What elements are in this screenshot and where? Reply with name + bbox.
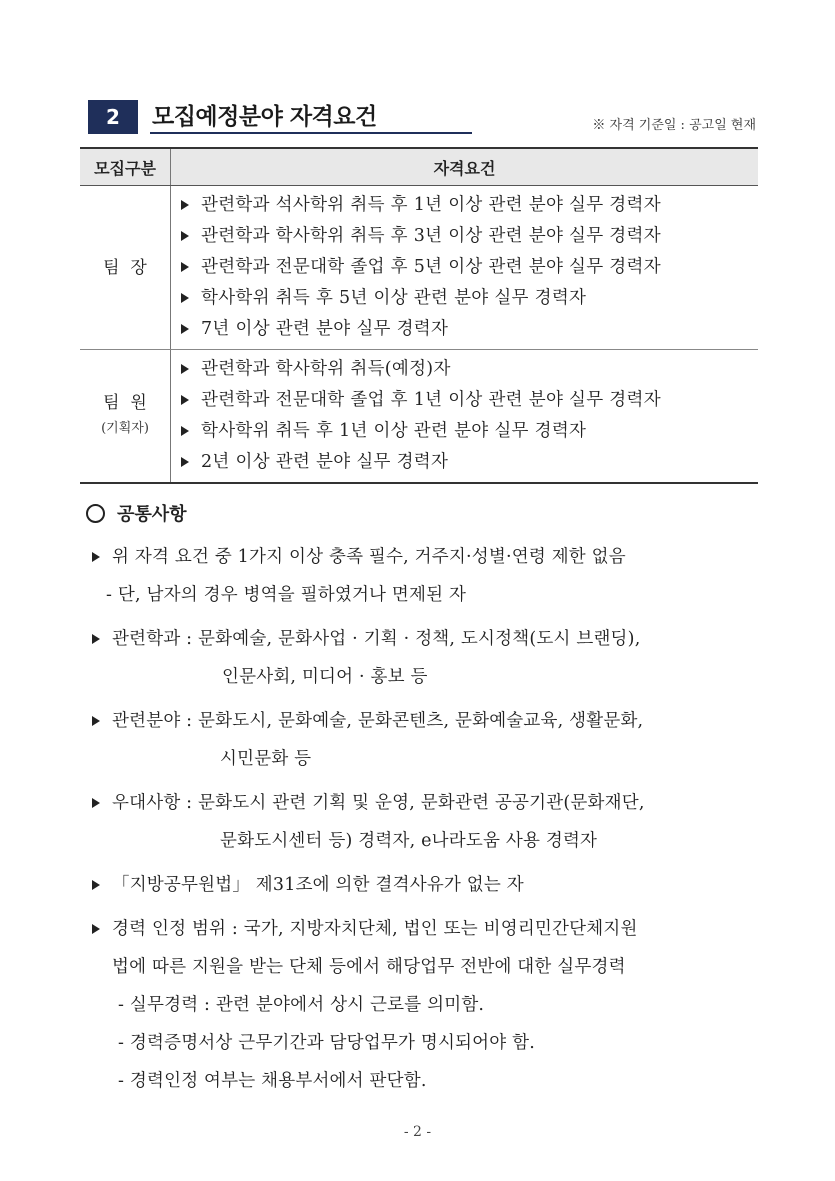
qualification-table bbox=[80, 147, 758, 484]
requirements-cell bbox=[171, 186, 759, 350]
header-requirements: 자격요건 bbox=[171, 148, 759, 186]
section-title: 모집예정분야 자격요건 bbox=[152, 104, 377, 130]
category-sublabel: (기획자) bbox=[101, 421, 149, 436]
section-number-badge: 2 bbox=[88, 100, 138, 134]
disqualification-line: 「지방공무원법」 제31조에 의한 결격사유가 없는 자 bbox=[84, 866, 774, 904]
reference-date-note: ※ 자격 기준일 : 공고일 현재 bbox=[592, 118, 756, 133]
circle-bullet-icon bbox=[86, 504, 105, 523]
table-row-team-member bbox=[80, 350, 758, 484]
triangle-bullet-icon bbox=[181, 364, 189, 374]
category-label: 팀 장 bbox=[103, 257, 147, 278]
related-dept-line-cont: 인문사회, 미디어 · 홍보 등 bbox=[222, 667, 428, 687]
triangle-bullet-icon bbox=[181, 200, 189, 210]
career-scope-line-cont: 법에 따른 지원을 받는 단체 등에서 해당업무 전반에 대한 실무경력 bbox=[112, 957, 626, 977]
list-item: 2년 이상 관련 분야 실무 경력자 bbox=[179, 447, 758, 478]
triangle-bullet-icon bbox=[181, 231, 189, 241]
list-item: 관련학과 전문대학 졸업 후 1년 이상 관련 분야 실무 경력자 bbox=[179, 385, 758, 416]
related-field-line: 관련분야 : 문화도시, 문화예술, 문화콘텐츠, 문화예술교육, 생활문화, bbox=[84, 702, 774, 740]
related-field-line-cont: 시민문화 등 bbox=[220, 749, 312, 769]
requirement-line: 위 자격 요건 중 1가지 이상 충족 필수, 거주지·성별·연령 제한 없음 bbox=[84, 538, 774, 576]
triangle-bullet-icon bbox=[92, 880, 100, 890]
header-category: 모집구분 bbox=[80, 148, 171, 186]
list-item: 관련학과 학사학위 취득(예정)자 bbox=[179, 354, 758, 385]
category-cell bbox=[80, 186, 171, 350]
common-heading: 공통사항 bbox=[84, 498, 774, 532]
page-number: - 2 - bbox=[403, 1124, 432, 1140]
list-item: 관련학과 학사학위 취득 후 3년 이상 관련 분야 실무 경력자 bbox=[179, 221, 758, 252]
common-requirements-section bbox=[84, 498, 774, 1100]
career-scope-line: 경력 인정 범위 : 국가, 지방자치단체, 법인 또는 비영리민간단체지원 bbox=[84, 910, 774, 948]
triangle-bullet-icon bbox=[181, 457, 189, 467]
triangle-bullet-icon bbox=[181, 324, 189, 334]
category-label: 팀 원 bbox=[103, 393, 147, 413]
triangle-bullet-icon bbox=[92, 634, 100, 644]
triangle-bullet-icon bbox=[181, 395, 189, 405]
section-header bbox=[88, 100, 758, 136]
table-header-row bbox=[80, 148, 758, 186]
preference-line-cont: 문화도시센터 등) 경력자, e나라도움 사용 경력자 bbox=[220, 831, 598, 851]
list-item: 관련학과 석사학위 취득 후 1년 이상 관련 분야 실무 경력자 bbox=[179, 190, 758, 221]
list-item: 관련학과 전문대학 졸업 후 5년 이상 관련 분야 실무 경력자 bbox=[179, 252, 758, 283]
triangle-bullet-icon bbox=[92, 924, 100, 934]
category-cell bbox=[80, 350, 171, 484]
related-dept-line: 관련학과 : 문화예술, 문화사업 · 기획 · 정책, 도시정책(도시 브랜딩), bbox=[84, 620, 774, 658]
list-item: 학사학위 취득 후 5년 이상 관련 분야 실무 경력자 bbox=[179, 283, 758, 314]
list-item: 학사학위 취득 후 1년 이상 관련 분야 실무 경력자 bbox=[179, 416, 758, 447]
military-note: - 단, 남자의 경우 병역을 필하였거나 면제된 자 bbox=[106, 585, 467, 605]
section-title-underline bbox=[150, 132, 472, 134]
triangle-bullet-icon bbox=[92, 552, 100, 562]
triangle-bullet-icon bbox=[92, 798, 100, 808]
preference-line: 우대사항 : 문화도시 관련 기획 및 운영, 문화관련 공공기관(문화재단, bbox=[84, 784, 774, 822]
career-note: - 경력인정 여부는 채용부서에서 판단함. bbox=[118, 1071, 427, 1091]
triangle-bullet-icon bbox=[181, 262, 189, 272]
requirements-cell bbox=[171, 350, 759, 484]
triangle-bullet-icon bbox=[181, 293, 189, 303]
career-note: - 경력증명서상 근무기간과 담당업무가 명시되어야 함. bbox=[118, 1033, 535, 1053]
list-item: 7년 이상 관련 분야 실무 경력자 bbox=[179, 314, 758, 345]
triangle-bullet-icon bbox=[92, 716, 100, 726]
triangle-bullet-icon bbox=[181, 426, 189, 436]
career-note: - 실무경력 : 관련 분야에서 상시 근로를 의미함. bbox=[118, 995, 485, 1015]
table-row-team-leader bbox=[80, 186, 758, 350]
